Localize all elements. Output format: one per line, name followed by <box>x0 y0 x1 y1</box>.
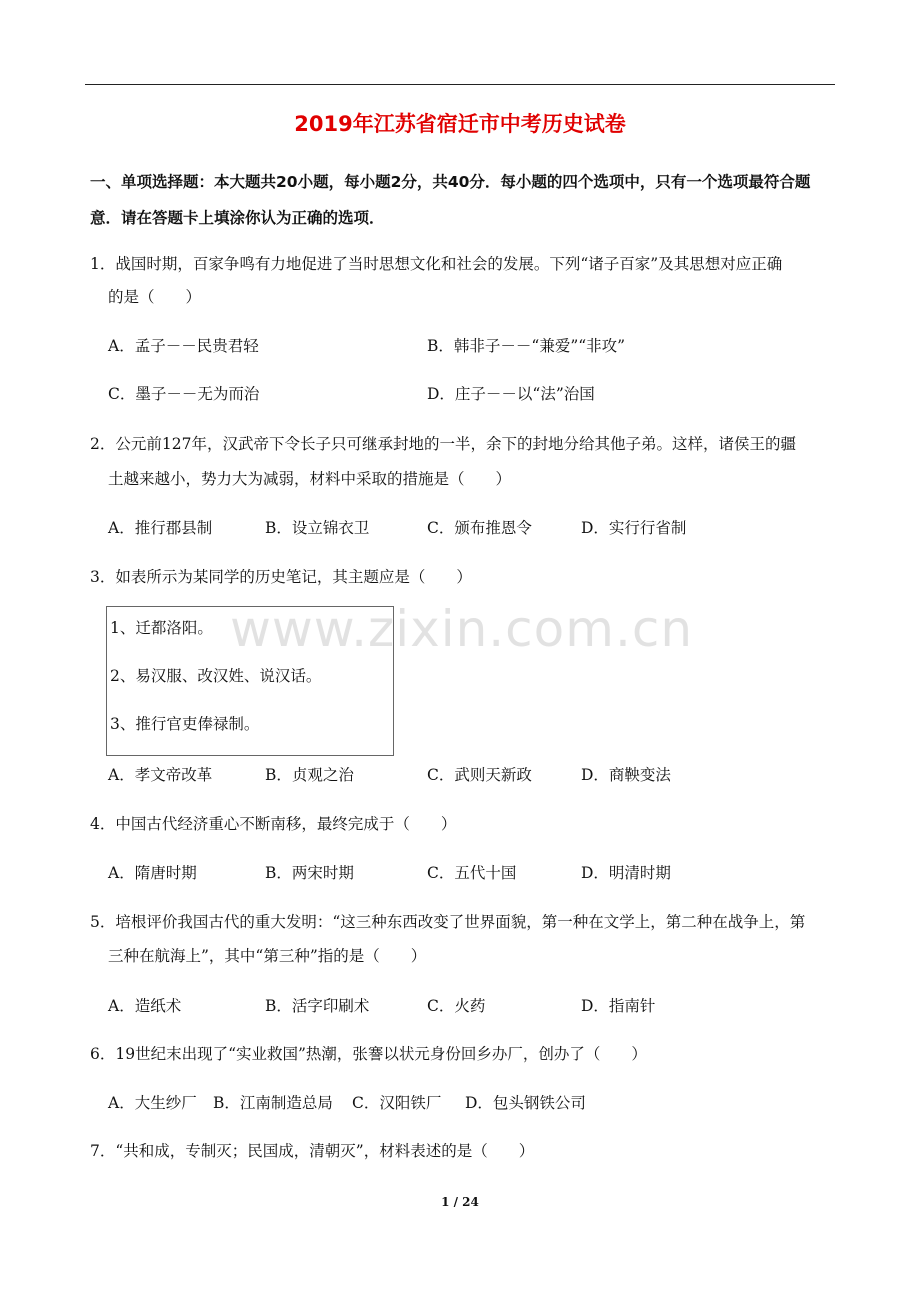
q4-option-d: D．明清时期 <box>581 864 671 882</box>
q5-stem-line2: 三种在航海上”，其中“第三种”指的是（ ） <box>108 947 427 965</box>
q3-option-b: B．贞观之治 <box>265 766 354 784</box>
exam-title: 2019年江苏省宿迁市中考历史试卷 <box>294 112 626 136</box>
q3-option-d: D．商鞅变法 <box>581 766 671 784</box>
q6-option-a: A．大生纱厂 <box>108 1094 197 1112</box>
q1-option-d: D．庄子－－以“法”治国 <box>427 385 595 403</box>
q7-stem: 7．“共和成，专制灭；民国成，清朝灭”，材料表述的是（ ） <box>90 1142 535 1160</box>
q4-option-a: A．隋唐时期 <box>108 864 197 882</box>
q4-option-b: B．两宋时期 <box>265 864 354 882</box>
q1-option-c: C．墨子－－无为而治 <box>108 385 260 403</box>
page-number: 1 / 24 <box>441 1195 479 1209</box>
q2-option-d: D．实行行省制 <box>581 519 687 537</box>
q5-option-b: B．活字印刷术 <box>265 997 370 1015</box>
q3-option-c: C．武则天新政 <box>427 766 532 784</box>
note-line-1: 1、迁都洛阳。 <box>110 619 213 637</box>
q1-stem-line2: 的是（ ） <box>108 288 202 306</box>
q4-stem: 4．中国古代经济重心不断南移，最终完成于（ ） <box>90 815 457 833</box>
q6-option-b: B．江南制造总局 <box>213 1094 333 1112</box>
q3-option-a: A．孝文帝改革 <box>108 766 213 784</box>
q1-option-b: B．韩非子－－“兼爱”“非攻” <box>427 337 626 355</box>
q3-stem: 3．如表所示为某同学的历史笔记，其主题应是（ ） <box>90 568 472 586</box>
q1-stem-line1: 1．战国时期，百家争鸣有力地促进了当时思想文化和社会的发展。下列“诸子百家”及其思想对应正确 <box>90 255 783 273</box>
q2-stem-line2: 土越来越小，势力大为减弱，材料中采取的措施是（ ） <box>108 470 512 488</box>
q2-option-c: C．颁布推恩令 <box>427 519 532 537</box>
note-line-3: 3、推行官吏俸禄制。 <box>110 715 260 733</box>
section-header: 一、单项选择题：本大题共20小题，每小题2分，共40分．每小题的四个选项中，只有一个选项最符合题意．请在答题卡上填涂你认为正确的选项． <box>90 173 811 227</box>
q6-option-c: C．汉阳铁厂 <box>352 1094 442 1112</box>
q5-stem-line1: 5．培根评价我国古代的重大发明：“这三种东西改变了世界面貌，第一种在文学上，第二种在战争上，第 <box>90 913 806 931</box>
q2-stem-line1: 2．公元前127年，汉武帝下令长子只可继承封地的一半，余下的封地分给其他子弟。这样，诸侯王的疆 <box>90 435 796 453</box>
q5-option-a: A．造纸术 <box>108 997 182 1015</box>
q6-stem: 6．19世纪末出现了“实业救国”热潮，张謇以状元身份回乡办厂，创办了（ ） <box>90 1045 647 1063</box>
q5-option-c: C．火药 <box>427 997 486 1015</box>
q4-option-c: C．五代十国 <box>427 864 517 882</box>
note-line-2: 2、易汉服、改汉姓、说汉话。 <box>110 667 322 685</box>
watermark-logo: www.zixin.com.cn <box>230 600 694 658</box>
q5-option-d: D．指南针 <box>581 997 656 1015</box>
q2-option-a: A．推行郡县制 <box>108 519 213 537</box>
q2-option-b: B．设立锦衣卫 <box>265 519 370 537</box>
q6-option-d: D．包头钢铁公司 <box>465 1094 586 1112</box>
q1-option-a: A．孟子－－民贵君轻 <box>108 337 259 355</box>
header-rule <box>85 84 835 85</box>
